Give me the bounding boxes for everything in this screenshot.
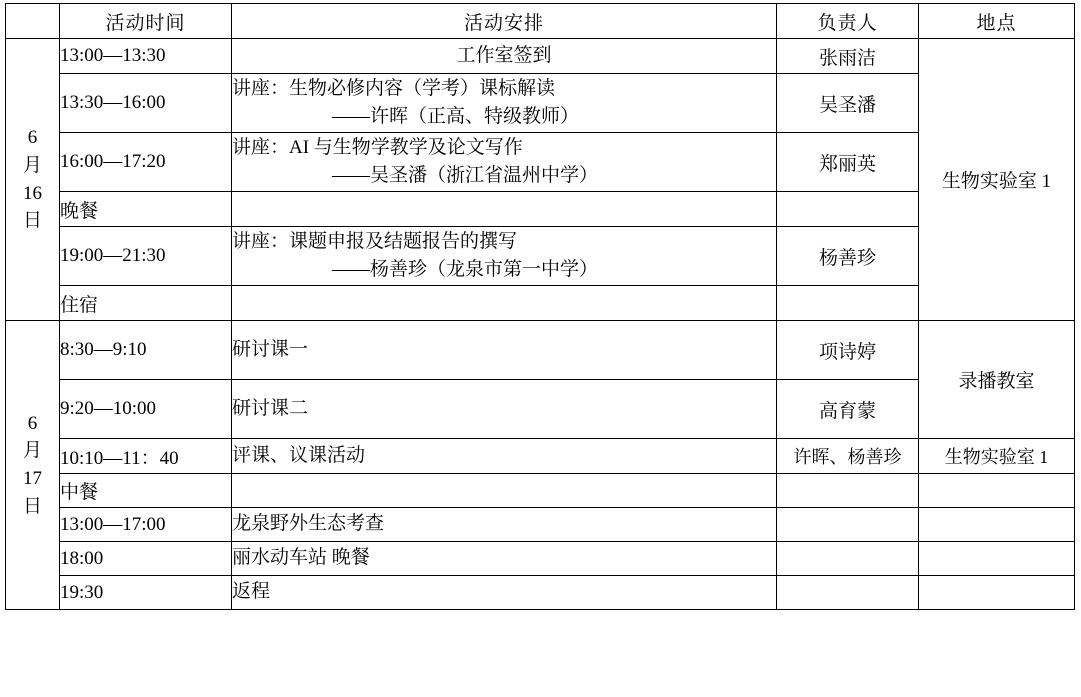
- table-row: [6, 576, 1075, 610]
- owner-cell: [777, 192, 919, 227]
- activity-cell: [232, 133, 777, 192]
- place-cell: [919, 576, 1075, 610]
- time-cell: 10:10—11：40: [60, 439, 232, 474]
- table-row: [6, 227, 1075, 286]
- table-row: [6, 39, 1075, 74]
- activity-line-2: ——许晖（正高、特级教师）: [332, 106, 580, 127]
- time-cell: 中餐: [60, 474, 232, 508]
- header-cell-owner: 负责人: [777, 4, 919, 39]
- table-row: [6, 286, 1075, 321]
- table-row: [6, 74, 1075, 133]
- place-cell: [919, 542, 1075, 576]
- date-char: 6: [27, 412, 38, 434]
- table-row: [6, 321, 1075, 380]
- table-header-row: [6, 4, 1075, 39]
- owner-cell: 高育蒙: [777, 380, 919, 439]
- time-cell: 13:00—13:30: [60, 39, 232, 74]
- time-cell: 18:00: [60, 542, 232, 576]
- activity-cell: [232, 286, 777, 321]
- header-cell-place: 地点: [919, 4, 1075, 39]
- date-char: 月: [22, 154, 42, 176]
- activity-cell: [232, 74, 777, 133]
- date-char: 16: [23, 182, 42, 204]
- activity-cell: 工作室签到: [232, 39, 777, 74]
- owner-cell: 许晖、杨善珍: [777, 439, 919, 474]
- place-cell: [919, 508, 1075, 542]
- table-row: [6, 474, 1075, 508]
- place-cell-day2-top: 录播教室: [919, 321, 1075, 439]
- time-cell: 13:30—16:00: [60, 74, 232, 133]
- owner-cell: 项诗婷: [777, 321, 919, 380]
- owner-cell: [777, 286, 919, 321]
- activity-cell: [232, 192, 777, 227]
- date-cell-day2: [6, 321, 60, 610]
- time-cell: 9:20—10:00: [60, 380, 232, 439]
- owner-cell: 吴圣潘: [777, 74, 919, 133]
- place-cell-day1: 生物实验室 1: [919, 39, 1075, 321]
- owner-cell: [777, 508, 919, 542]
- time-cell: 16:00—17:20: [60, 133, 232, 192]
- table-row: [6, 192, 1075, 227]
- activity-cell: 返程: [232, 576, 777, 610]
- table-row: [6, 508, 1075, 542]
- time-cell: 19:00—21:30: [60, 227, 232, 286]
- time-cell: 13:00—17:00: [60, 508, 232, 542]
- schedule-table: [5, 3, 1075, 610]
- time-cell: 19:30: [60, 576, 232, 610]
- time-cell: 8:30—9:10: [60, 321, 232, 380]
- date-char: 6: [27, 127, 38, 149]
- activity-cell: 龙泉野外生态考查: [232, 508, 777, 542]
- table-row: [6, 133, 1075, 192]
- date-char: 17: [23, 468, 42, 489]
- table-row: [6, 542, 1075, 576]
- owner-cell: 杨善珍: [777, 227, 919, 286]
- place-cell: [919, 474, 1075, 508]
- activity-line-1: 讲座：生物必修内容（学考）课标解读: [232, 77, 556, 99]
- table-body: [6, 39, 1075, 610]
- activity-cell: 研讨课一: [232, 321, 777, 380]
- header-cell-date: [6, 4, 60, 39]
- table-row: [6, 439, 1075, 474]
- owner-cell: 张雨洁: [777, 39, 919, 74]
- activity-line-1: 讲座：课题申报及结题报告的撰写: [232, 230, 518, 252]
- date-cell-day1: [6, 39, 60, 321]
- time-cell: 晚餐: [60, 192, 232, 227]
- activity-line-2: ——吴圣潘（浙江省温州中学）: [332, 165, 599, 186]
- header-cell-time: 活动时间: [60, 4, 232, 39]
- owner-cell: [777, 542, 919, 576]
- header-cell-activity: 活动安排: [232, 4, 777, 39]
- date-char: 月: [22, 440, 42, 462]
- activity-cell: 研讨课二: [232, 380, 777, 439]
- activity-cell: [232, 474, 777, 508]
- owner-cell: [777, 576, 919, 610]
- activity-line-2: ——杨善珍（龙泉市第一中学）: [332, 259, 599, 280]
- date-char: 日: [22, 495, 42, 517]
- owner-cell: [777, 474, 919, 508]
- activity-line-1: 讲座：AI 与生物学教学及论文写作: [232, 136, 523, 158]
- place-cell-day2-bottom: 生物实验室 1: [919, 439, 1075, 474]
- time-cell: 住宿: [60, 286, 232, 321]
- table-header: [6, 4, 1075, 39]
- table-row: [6, 380, 1075, 439]
- date-char: 日: [22, 210, 42, 232]
- owner-cell: 郑丽英: [777, 133, 919, 192]
- activity-cell: [232, 227, 777, 286]
- activity-cell: 丽水动车站 晚餐: [232, 542, 777, 576]
- activity-cell: 评课、议课活动: [232, 439, 777, 474]
